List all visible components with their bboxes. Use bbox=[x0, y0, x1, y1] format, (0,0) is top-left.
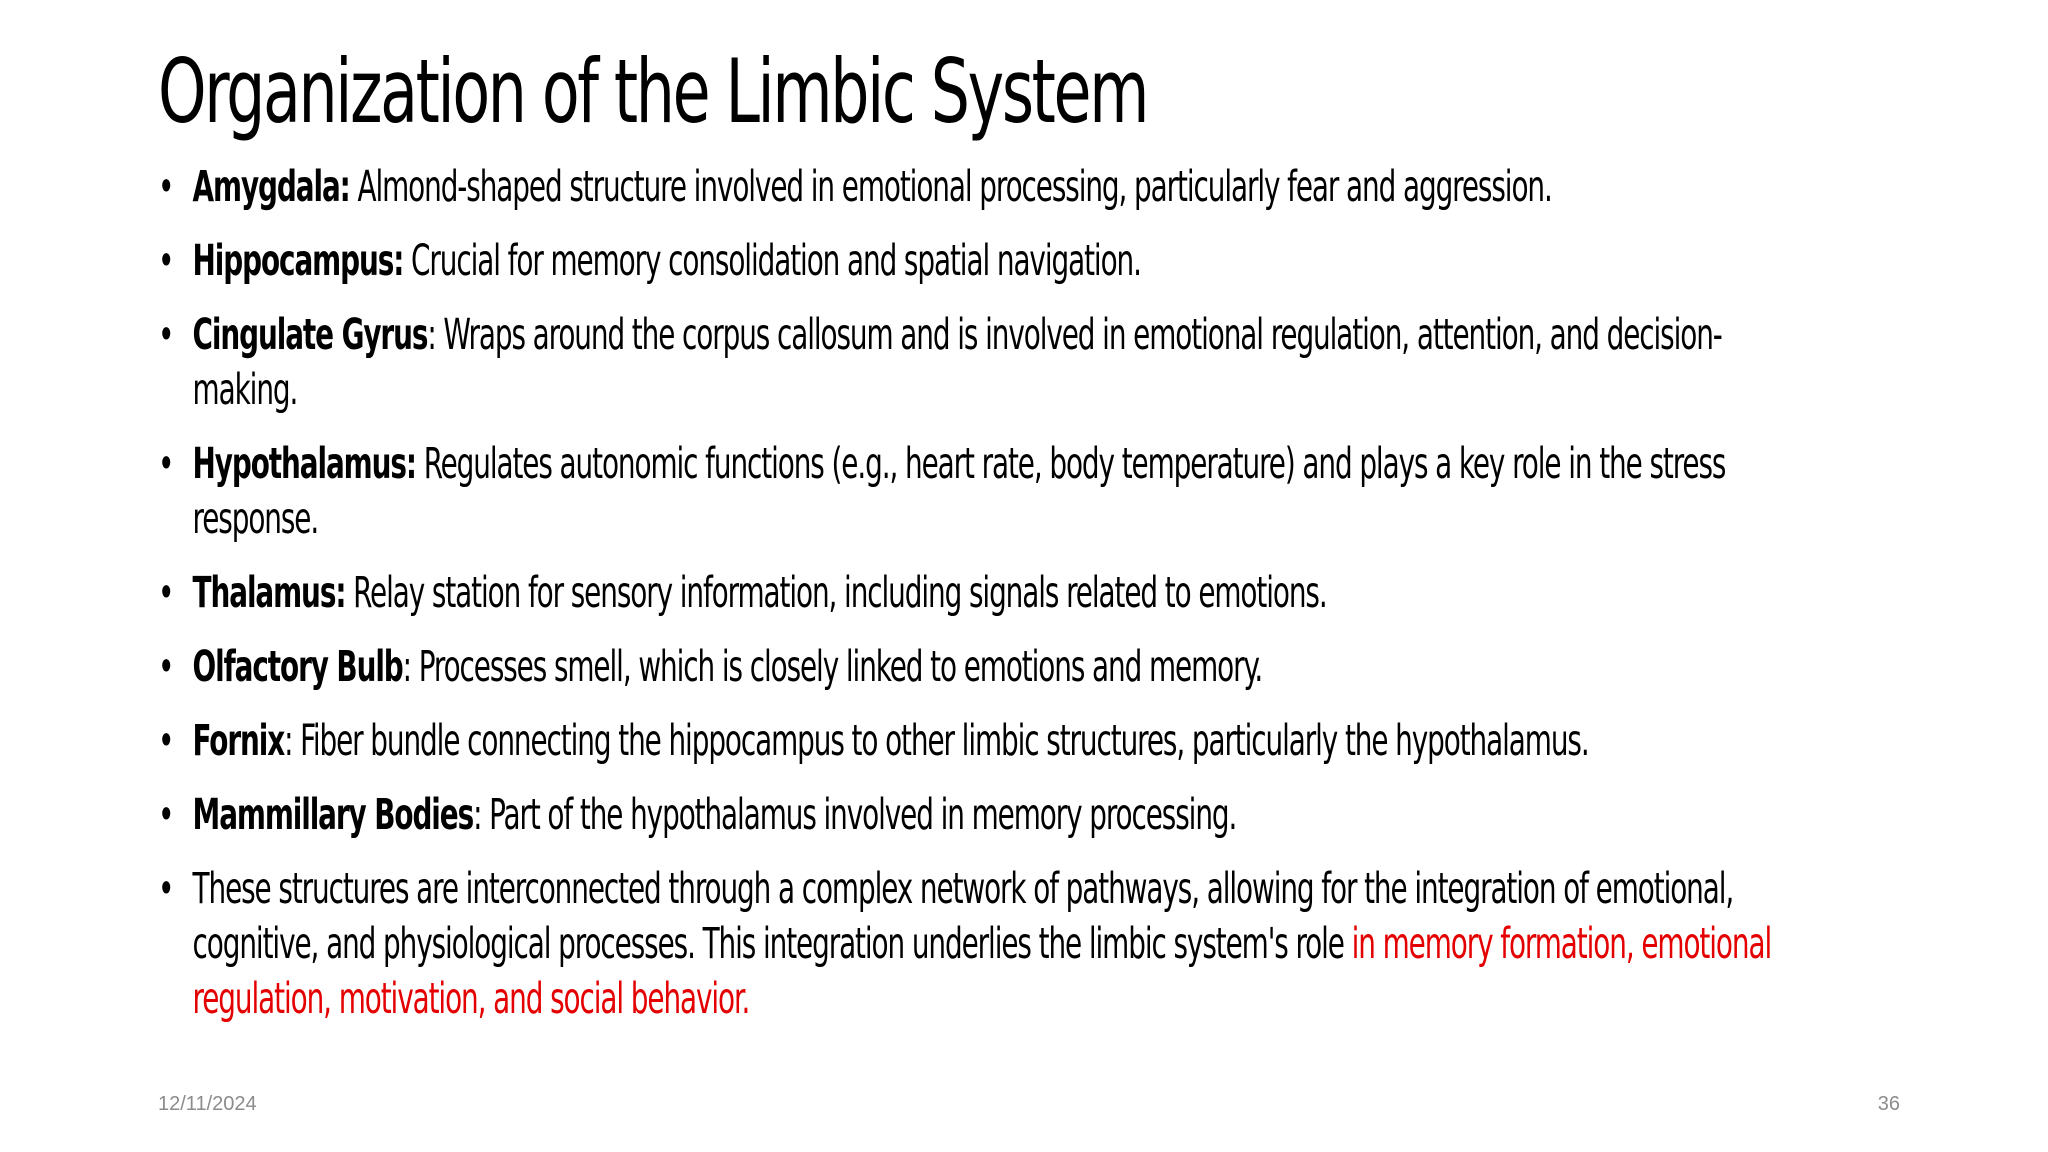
bullet-term: Fornix bbox=[192, 716, 285, 766]
bullet-item-fornix bbox=[158, 714, 1814, 769]
bullet-text: : Processes smell, which is closely linked to emotions and memory. bbox=[402, 642, 1263, 692]
bullet-item-cingulate-gyrus bbox=[158, 308, 1814, 418]
bullet-dot: • bbox=[158, 790, 174, 840]
bullet-text: Relay station for sensory information, including signals related to emotions. bbox=[345, 568, 1327, 618]
bullet-list bbox=[158, 160, 1814, 1046]
bullet-term: Amygdala: bbox=[192, 162, 350, 212]
bullet-text: Regulates autonomic functions (e.g., heart rate, body temperature) and plays a key role in the stress response. bbox=[192, 439, 1726, 544]
bullet-term: Thalamus: bbox=[192, 568, 346, 618]
bullet-term: Mammillary Bodies bbox=[192, 790, 474, 840]
bullet-dot: • bbox=[158, 568, 174, 618]
bullet-dot: • bbox=[158, 439, 174, 489]
footer-date: 12/11/2024 bbox=[158, 1093, 257, 1115]
bullet-item-summary bbox=[158, 862, 1814, 1027]
bullet-item-hippocampus bbox=[158, 234, 1814, 289]
bullet-item-mammillary-bodies bbox=[158, 788, 1814, 843]
bullet-term: Hippocampus: bbox=[192, 236, 404, 286]
bullet-text: : Part of the hypothalamus involved in memory processing. bbox=[473, 790, 1237, 840]
bullet-text: : Fiber bundle connecting the hippocampus to other limbic structures, particularly the hypothalamus. bbox=[284, 716, 1589, 766]
bullet-dot: • bbox=[158, 716, 174, 766]
bullet-text: Almond-shaped structure involved in emotional processing, particularly fear and aggression. bbox=[349, 162, 1552, 212]
bullet-item-amygdala bbox=[158, 160, 1814, 215]
bullet-dot: • bbox=[158, 642, 174, 692]
bullet-item-hypothalamus bbox=[158, 437, 1814, 547]
bullet-dot: • bbox=[158, 864, 174, 914]
bullet-dot: • bbox=[158, 310, 174, 360]
bullet-text: : Wraps around the corpus callosum and is involved in emotional regulation, attention, and decision-making. bbox=[192, 310, 1722, 415]
bullet-text: Crucial for memory consolidation and spatial navigation. bbox=[403, 236, 1141, 286]
summary-highlight-text: in memory formation, emotional regulation, motivation, and social behavior. bbox=[192, 919, 1772, 1024]
bullet-term: Olfactory Bulb bbox=[192, 642, 403, 692]
summary-text: These structures are interconnected through a complex network of pathways, allowing for the integration of emotional, cognitive, and physiological processes. This integration underlies the limbic system's role bbox=[192, 864, 1734, 969]
bullet-term: Cingulate Gyrus bbox=[192, 310, 428, 360]
footer-page-number: 36 bbox=[1877, 1093, 1900, 1115]
bullet-item-olfactory-bulb bbox=[158, 640, 1814, 695]
bullet-dot: • bbox=[158, 162, 174, 212]
bullet-dot: • bbox=[158, 236, 174, 286]
bullet-item-thalamus bbox=[158, 566, 1814, 621]
bullet-term: Hypothalamus: bbox=[192, 439, 416, 489]
slide-title: Organization of the Limbic System bbox=[158, 40, 1148, 143]
